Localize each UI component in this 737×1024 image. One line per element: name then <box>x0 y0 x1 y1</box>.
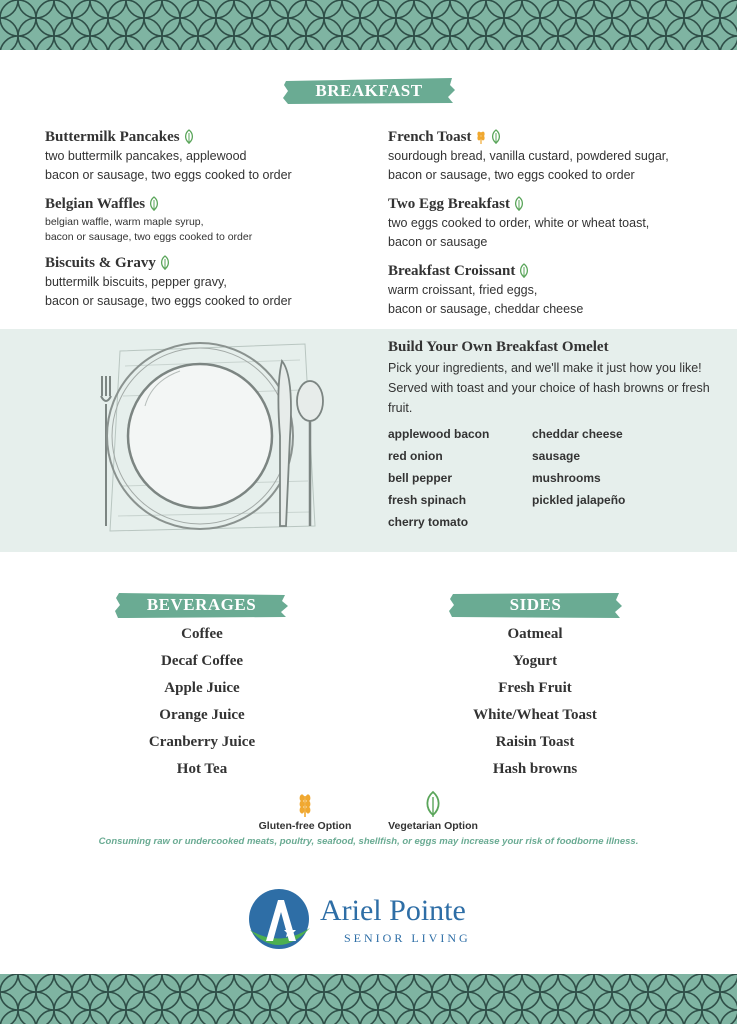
item-description: two buttermilk pancakes, applewood bacon or sausage, two eggs cooked to order <box>45 149 292 182</box>
item-description: sourdough bread, vanilla custard, powdered sugar, bacon or sausage, two eggs cooked to order <box>388 149 669 182</box>
ingredient-item: bell pepper <box>388 471 453 485</box>
beverages-heading: BEVERAGES <box>146 595 257 614</box>
beverages-list <box>72 621 332 783</box>
item-name: Buttermilk Pancakes <box>45 129 180 145</box>
vegetarian-icon <box>424 790 442 818</box>
side-item: Raisin Toast <box>495 734 575 750</box>
beverages-heading-banner <box>114 590 289 620</box>
ingredient-item: mushrooms <box>532 471 601 485</box>
item-description: warm croissant, fried eggs, bacon or sausage, cheddar cheese <box>388 283 584 316</box>
vegetarian-icon <box>513 196 525 212</box>
item-name: Breakfast Croissant <box>388 263 516 279</box>
side-item: Yogurt <box>512 653 558 669</box>
vegetarian-icon <box>183 129 195 145</box>
legend-label: Vegetarian Option <box>388 820 478 832</box>
breakfast-heading-banner <box>282 76 456 106</box>
beverage-item: Apple Juice <box>164 680 240 696</box>
item-name: Belgian Waffles <box>45 196 146 212</box>
side-item: Oatmeal <box>507 626 563 642</box>
legend-gluten-free <box>245 790 365 832</box>
item-description: buttermilk biscuits, pepper gravy, bacon or sausage, two eggs cooked to order <box>45 275 292 308</box>
ingredient-item: pickled jalapeño <box>532 493 626 507</box>
ingredient-item: cheddar cheese <box>532 427 623 441</box>
item-description: two eggs cooked to order, white or wheat toast, bacon or sausage <box>388 216 650 249</box>
food-safety-disclaimer: Consuming raw or undercooked meats, poultry, seafood, shellfish, or eggs may increase your risk of foodborne illness. <box>98 836 639 847</box>
bottom-pattern-band <box>0 974 737 1024</box>
omelet-section <box>388 337 718 418</box>
ariel-pointe-logo <box>244 886 504 956</box>
omelet-title: Build Your Own Breakfast Omelet <box>388 339 609 355</box>
menu-item-belgian-waffles <box>45 194 375 245</box>
side-item: Fresh Fruit <box>498 680 572 696</box>
ingredient-item: cherry tomato <box>388 515 469 529</box>
legend-vegetarian <box>373 790 493 832</box>
vegetarian-icon <box>148 196 160 212</box>
omelet-description: Pick your ingredients, and we'll make it just how you like! Served with toast and your choice of hash browns or fresh fruit. <box>388 361 710 415</box>
vegetarian-icon <box>518 263 530 279</box>
beverage-item: Decaf Coffee <box>160 653 244 669</box>
ingredient-item: applewood bacon <box>388 427 490 441</box>
sides-heading-banner <box>448 590 623 620</box>
menu-item-french-toast <box>388 127 718 185</box>
side-item: Hash browns <box>492 761 578 777</box>
ingredient-item: fresh spinach <box>388 493 467 507</box>
menu-item-buttermilk-pancakes <box>45 127 375 185</box>
legend-label: Gluten-free Option <box>258 820 352 832</box>
beverage-item: Coffee <box>181 626 223 642</box>
menu-item-breakfast-croissant <box>388 261 718 319</box>
vegetarian-icon <box>159 255 171 271</box>
logo-tagline: SENIOR LIVING <box>344 931 471 945</box>
sides-heading: SIDES <box>509 595 562 614</box>
top-pattern-band <box>0 0 737 50</box>
item-name: Two Egg Breakfast <box>388 196 510 212</box>
breakfast-heading: BREAKFAST <box>315 81 423 100</box>
item-name: Biscuits & Gravy <box>45 255 156 271</box>
beverage-item: Hot Tea <box>176 761 228 777</box>
side-item: White/Wheat Toast <box>473 707 597 723</box>
sides-list <box>405 621 665 783</box>
ingredients-left-column <box>388 423 489 533</box>
item-name: French Toast <box>388 129 472 145</box>
gluten-free-icon <box>475 129 487 145</box>
ingredient-item: red onion <box>388 449 443 463</box>
item-description: belgian waffle, warm maple syrup, bacon or sausage, two eggs cooked to order <box>45 216 253 243</box>
gluten-free-icon <box>296 790 314 818</box>
vegetarian-icon <box>490 129 502 145</box>
ingredients-right-column <box>532 423 625 511</box>
menu-item-biscuits-gravy <box>45 253 375 311</box>
menu-item-two-egg-breakfast <box>388 194 718 252</box>
logo-brand-name: Ariel Pointe <box>320 894 466 927</box>
beverage-item: Orange Juice <box>159 707 245 723</box>
plate-illustration <box>90 336 330 536</box>
ingredient-item: sausage <box>532 449 581 463</box>
beverage-item: Cranberry Juice <box>148 734 256 750</box>
logo-mark-icon <box>244 886 314 956</box>
